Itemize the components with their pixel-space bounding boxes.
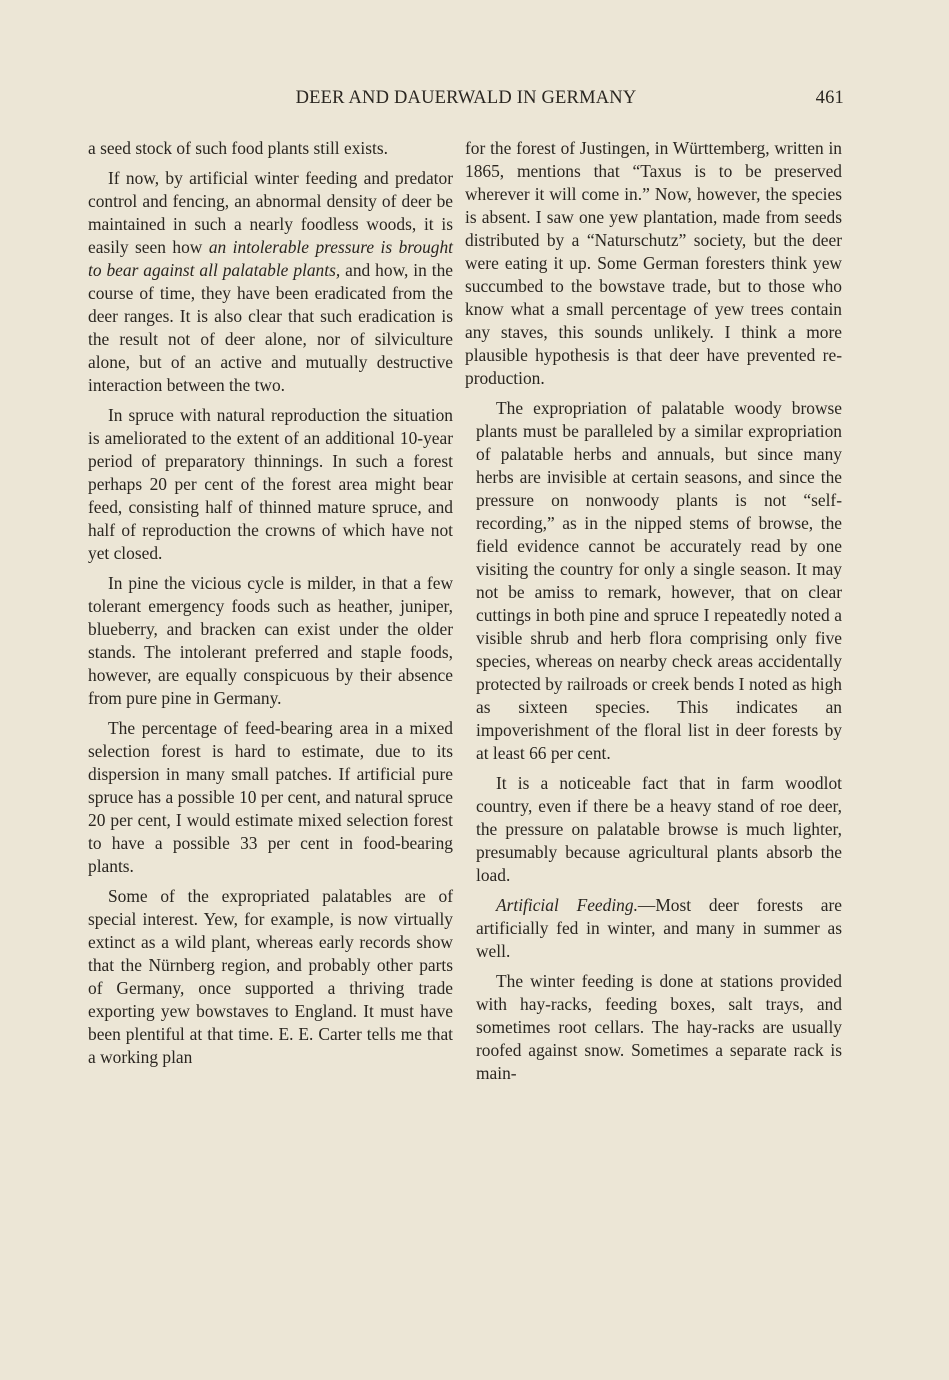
running-title: DEER AND DAUERWALD IN GERMANY — [295, 88, 637, 108]
running-head — [88, 88, 844, 114]
paragraph: The expropriation of palatable woody browse plants must be paralleled by a similar expropriation of palatable herbs and annuals, but since many herbs are invisible at certain seasons, and since the pressure on nonwoody plants is not “self-recording,” as in the nipped stems of browse, the field evidence cannot be accurately read by one visiting the country for only a single season. It may not be amiss to remark, however, that on clear cuttings in both pine and spruce I repeatedly noted a visible shrub and herb flora comprising only five species, whereas on nearby check areas accidentally protected by railroads or creek bends I noted as high as sixteen species. This indicates an impoverishment of the floral list in deer forests by at least 66 per cent. — [476, 398, 842, 763]
right-column — [465, 137, 842, 1092]
paragraph: The winter feeding is done at stations provided with hay-racks, feeding boxes, salt trays, and sometimes root cellars. The hay-racks are usually roofed against snow. Sometimes a separate rack is main- — [476, 971, 842, 1083]
paragraph-text: If now, by artificial winter feeding and predator control and fencing, an abnormal density of deer be maintained in such a nearly foodless woods, it is easily seen how — [88, 168, 453, 257]
section-heading: Artificial Feeding. — [496, 895, 638, 915]
paragraph: Some of the expropriated palatables are of special interest. Yew, for example, is now virtually extinct as a wild plant, whereas early records show that the Nürnberg region, and probably other parts of Germany, once supported a thriving trade exporting yew bowstaves to England. It must have been plentiful at that time. E. E. Carter tells me that a working plan — [88, 886, 453, 1067]
paragraph — [476, 894, 842, 963]
emphasized-text: an intolerable pressure is brought to bear against all palatable plants, — [88, 237, 453, 280]
left-column — [88, 137, 453, 1076]
paragraph: It is a noticeable fact that in farm woodlot country, even if there be a heavy stand of roe deer, the pressure on palatable browse is much lighter, presumably because agricultural plants absorb the load. — [476, 773, 842, 885]
paragraph — [88, 167, 453, 397]
paragraph: In pine the vicious cycle is milder, in that a few tolerant emergency foods such as heather, juniper, blueberry, and bracken can exist under the older stands. The intolerant preferred and staple foods, however, are equally conspicuous by their absence from pure pine in Germany. — [88, 573, 453, 708]
paragraph: The percentage of feed-bearing area in a mixed selection forest is hard to estimate, due to its dispersion in many small patches. If artificial pure spruce has a possible 10 per cent, and natural spruce 20 per cent, I would estimate mixed selection forest to have a possible 33 per cent in food-bearing plants. — [88, 718, 453, 876]
paragraph-text: and how, in the course of time, they have been eradicated from the deer ranges. It is also clear that such eradication is the result not of deer alone, nor of silviculture alone, but of an active and mutually destructive interaction between the two. — [88, 260, 453, 395]
paragraph-text: —Most deer forests are artificially fed in winter, and many in summer as well. — [476, 895, 842, 961]
paragraph: In spruce with natural reproduction the situation is ameliorated to the extent of an additional 10-year period of preparatory thinnings. In such a forest perhaps 20 per cent of the forest area might bear feed, consisting half of thinned mature spruce, and half of reproduction the crowns of which have not yet closed. — [88, 405, 453, 563]
paragraph: for the forest of Justingen, in Württemberg, written in 1865, mentions that “Taxus is to be preserved wherever it will come in.” Now, however, the species is absent. I saw one yew plantation, made from seeds distributed by a “Naturschutz” society, but the deer were eating it up. Some German foresters think yew succumbed to the bowstave trade, but to those who know what a small percentage of yew trees contain any staves, this sounds unlikely. I think a more plausible hypothesis is that deer have prevented reproduction. — [465, 138, 842, 388]
page-number: 461 — [815, 88, 844, 108]
paragraph: a seed stock of such food plants still exists. — [88, 138, 388, 158]
